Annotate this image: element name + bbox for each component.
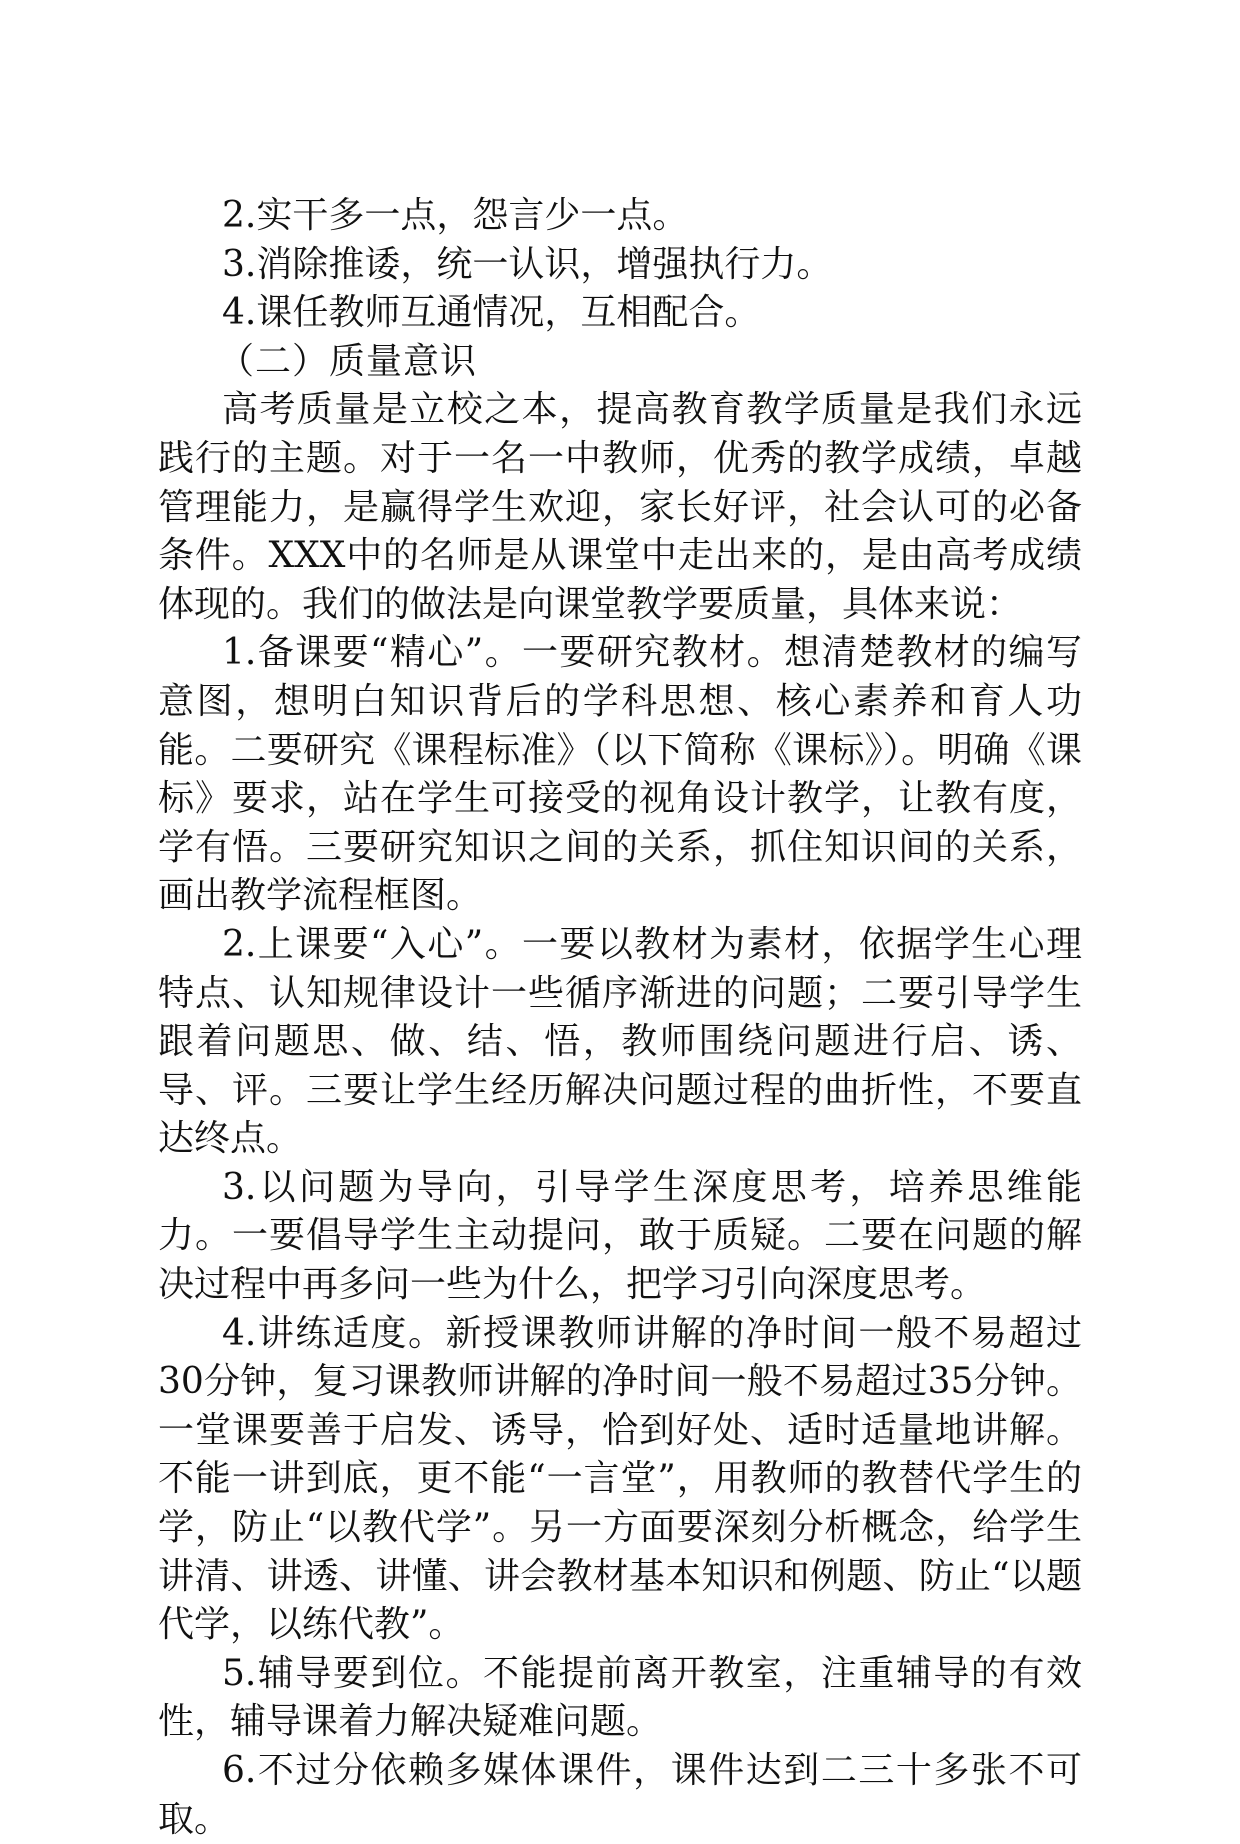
list-item-2: 2.实干多一点，怨言少一点。 xyxy=(222,195,689,236)
document-page xyxy=(158,192,1082,1844)
list-item-4: 4.课任教师互通情况，互相配合。 xyxy=(222,292,761,334)
intro-paragraph: 高考质量是立校之本，提高教育教学质量是我们永远践行的主题。对于一名一中教师，优秀的教学成绩，卓越管理能力，是赢得学生欢迎，家长好评，社会认可的必备条件。XXX中的名师是从课堂中走出来的，是由高考成绩体现的。我们的做法是向课堂教学要质量，具体来说： xyxy=(158,389,1082,625)
point-3-paragraph: 3.以问题为导向，引导学生深度思考，培养思维能力。一要倡导学生主动提问，敢于质疑。二要在问题的解决过程中再多问一些为什么，把学习引向深度思考。 xyxy=(158,1166,1082,1306)
point-1-paragraph: 1.备课要“精心”。一要研究教材。想清楚教材的编写意图，想明白知识背后的学科思想、核心素养和育人功能。二要研究《课程标准》（以下简称《课标》）。明确《课标》要求，站在学生可接受的视角设计教学，让教有度，学有悟。三要研究知识之间的关系，抓住知识间的关系，画出教学流程框图。 xyxy=(158,632,1082,917)
point-6-paragraph: 6.不过分依赖多媒体课件，课件达到二三十多张不可取。 xyxy=(158,1750,1082,1840)
point-4-paragraph: 4.讲练适度。新授课教师讲解的净时间一般不易超过30分钟，复习课教师讲解的净时间一般不易超过35分钟。一堂课要善于启发、诱导，恰到好处、适时适量地讲解。不能一讲到底，更不能“一言堂”，用教师的教替代学生的学，防止“以教代学”。另一方面要深刻分析概念，给学生讲清、讲透、讲懂、讲会教材基本知识和例题、防止“以题代学，以练代教”。 xyxy=(158,1312,1082,1646)
point-5-paragraph: 5.辅导要到位。不能提前离开教室，注重辅导的有效性，辅导课着力解决疑难问题。 xyxy=(158,1652,1082,1743)
list-item-3: 3.消除推诿，统一认识，增强执行力。 xyxy=(222,243,833,285)
point-2-paragraph: 2.上课要“入心”。一要以教材为素材，依据学生心理特点、认知规律设计一些循序渐进的问题；二要引导学生跟着问题思、做、结、悟，教师围绕问题进行启、诱、导、评。三要让学生经历解决问题过程的曲折性，不要直达终点。 xyxy=(158,923,1082,1160)
section-heading: （二）质量意识 xyxy=(218,340,478,382)
